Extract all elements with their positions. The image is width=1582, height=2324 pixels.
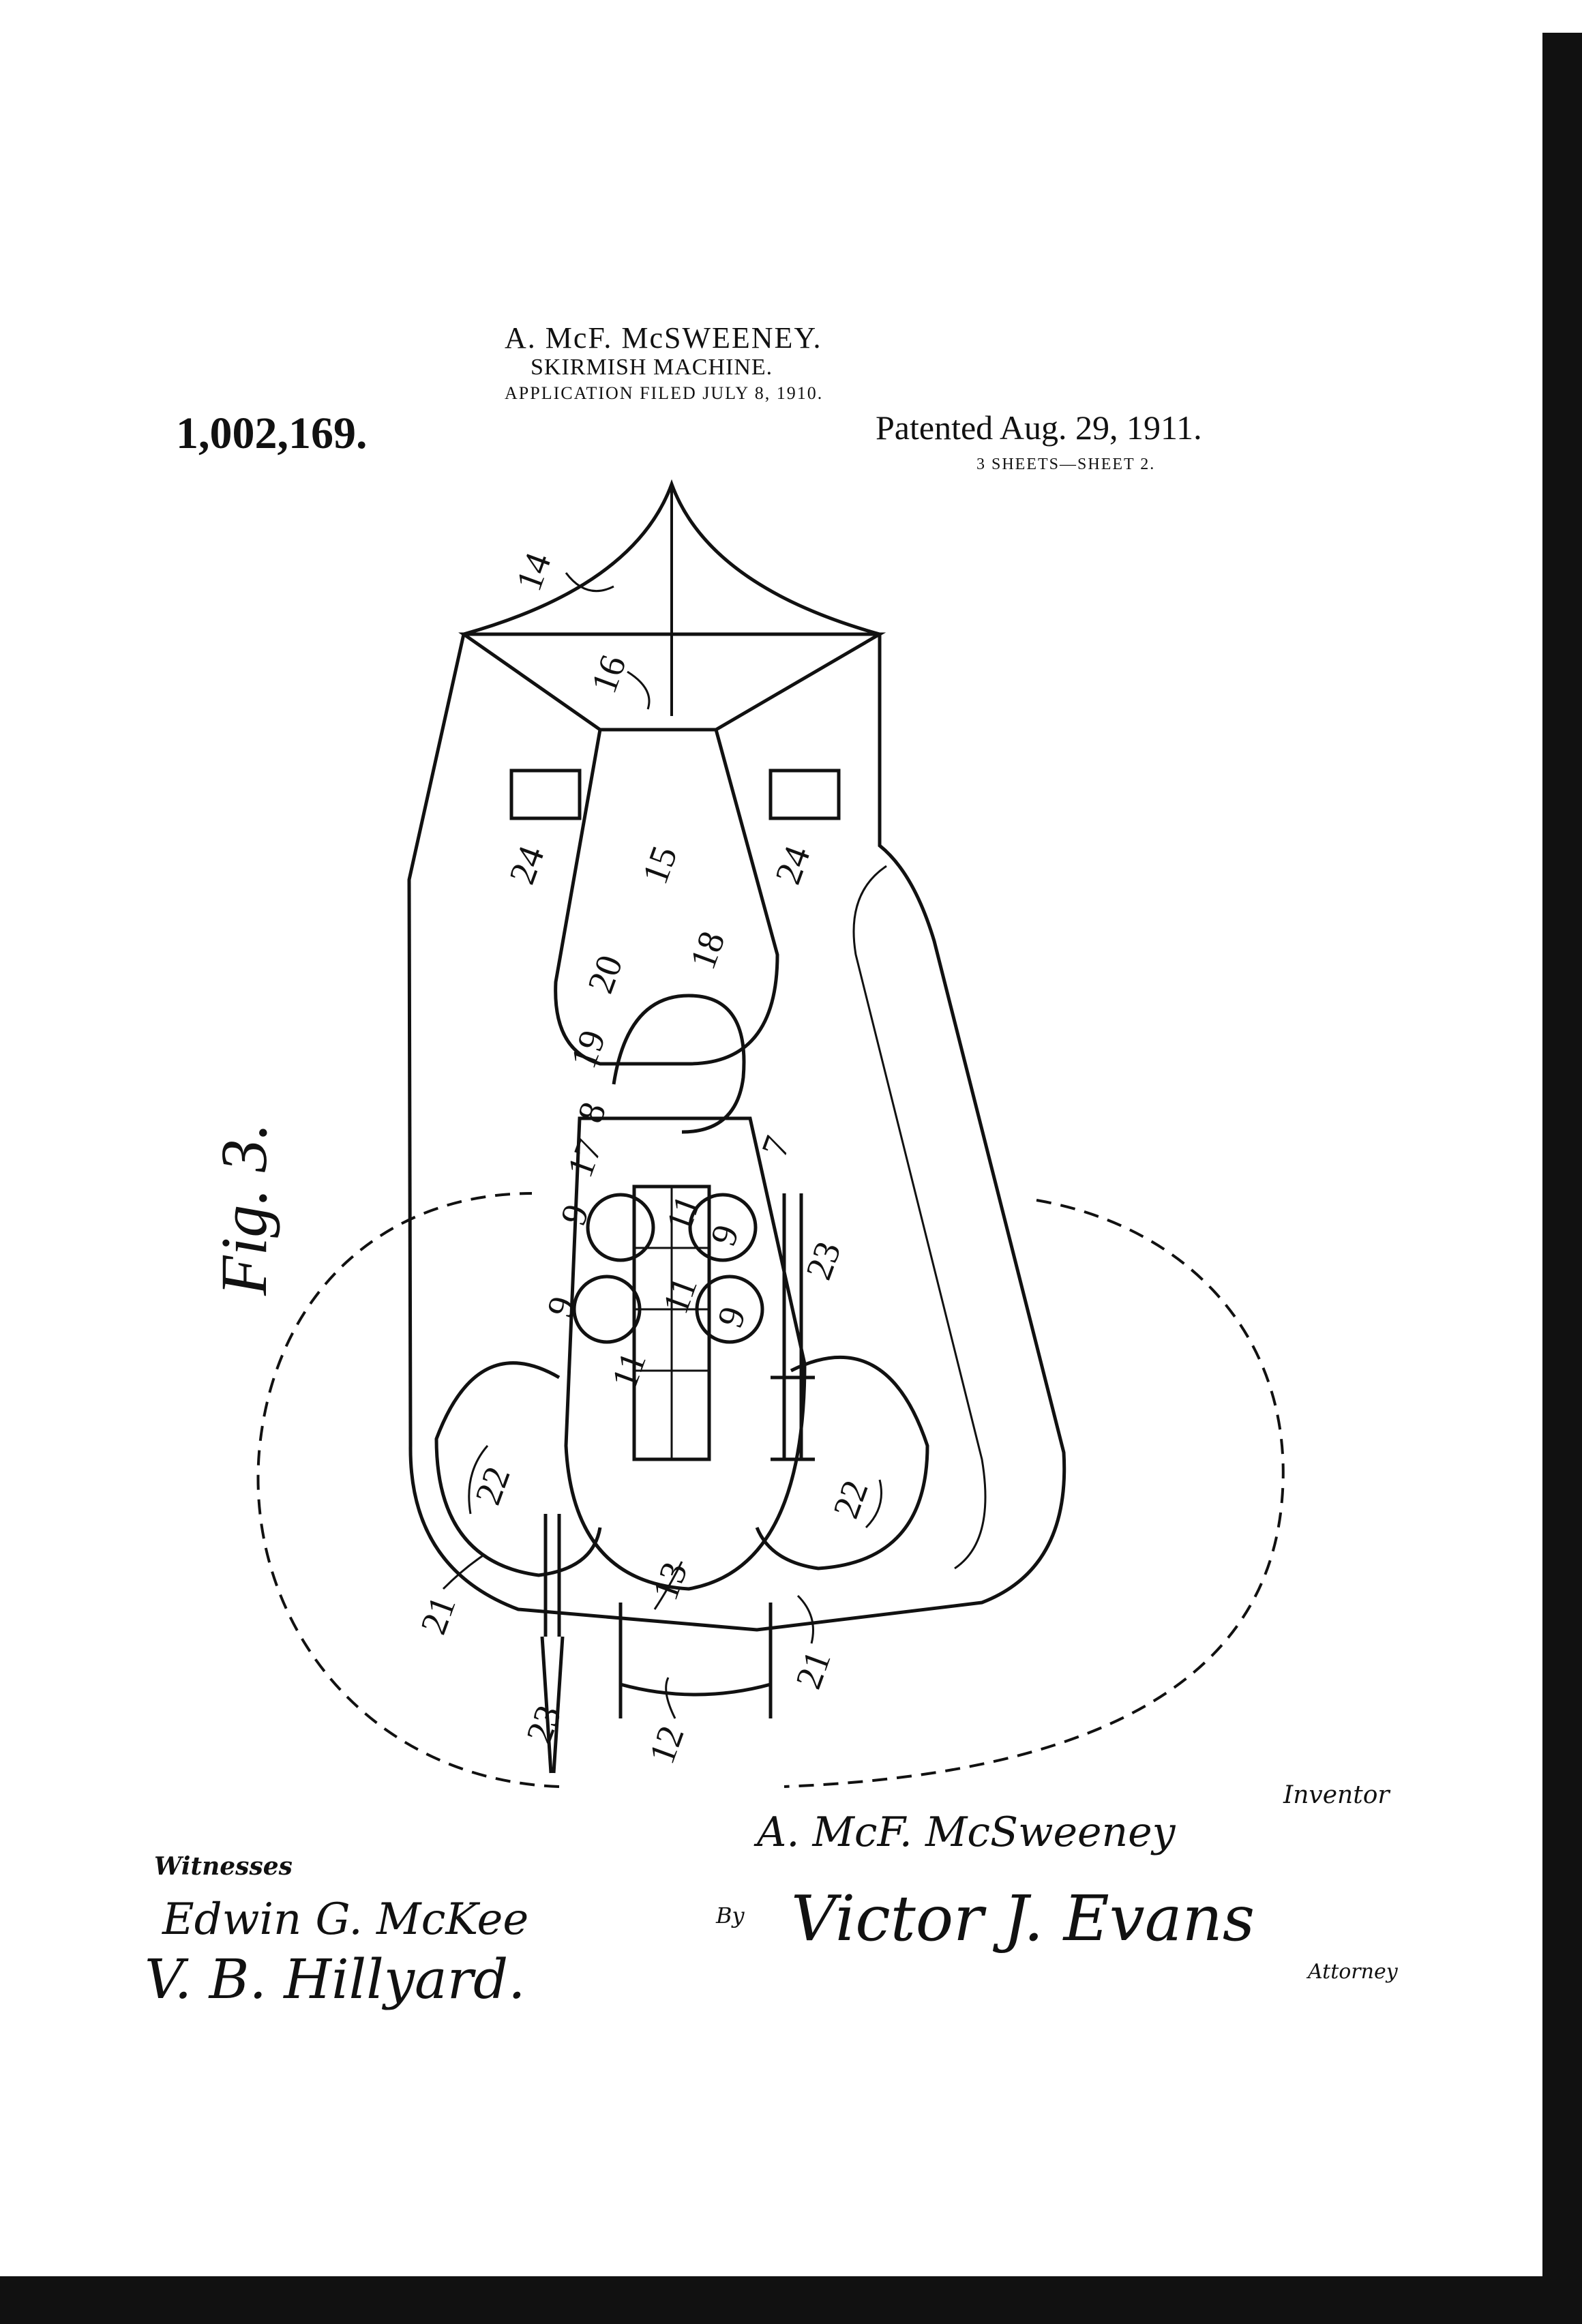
ref-20: 20 [579,949,631,999]
leader-21-right [798,1596,814,1643]
ref-23-right: 23 [797,1236,849,1285]
ref-17: 17 [558,1133,610,1183]
wheel-left-upper [588,1195,653,1260]
bracket-left [511,771,580,818]
ref-9-d: 9 [708,1301,754,1333]
ram-body [556,730,777,1064]
patent-number: 1,002,169. [176,408,368,458]
ref-19: 19 [562,1024,614,1074]
inventor-signature: A. McF. McSweeney [757,1808,1176,1856]
ref-8: 8 [569,1097,614,1129]
ref-11-c: 11 [657,1189,709,1238]
ref-24-right: 24 [766,840,818,890]
leader-21-left [443,1555,484,1589]
sheet-count: 3 SHEETS—SHEET 2. [976,456,1156,473]
leader-12 [666,1678,675,1718]
ref-14: 14 [507,547,559,597]
by-label: By [716,1903,745,1928]
outer-hull-inner-line [854,866,985,1568]
ref-11-b: 11 [603,1346,655,1395]
figure-label: Fig. 3. [207,1122,280,1296]
leader-16 [627,672,649,709]
ref-21-left: 21 [412,1590,464,1640]
ref-15: 15 [633,840,685,890]
ref-9-c: 9 [702,1219,747,1251]
inventor-name: A. McF. McSWEENEY. [505,321,822,355]
ref-22-left: 22 [466,1461,518,1510]
bracket-right [771,771,839,818]
witness-signature-1: Edwin G. McKee [162,1894,529,1945]
ref-9-a: 9 [552,1199,597,1231]
attorney-label: Attorney [1308,1960,1398,1984]
attorney-signature: Victor J. Evans [791,1882,1255,1955]
ref-21-right: 21 [787,1645,839,1695]
ref-24-left: 24 [501,840,552,890]
ref-11-a: 11 [654,1271,706,1320]
drum-left [436,1363,600,1575]
ref-22-right: 22 [824,1474,876,1524]
wheel-left-lower [574,1277,640,1342]
invention-title: SKIRMISH MACHINE. [531,355,773,380]
ref-16: 16 [582,649,634,699]
central-body [566,1118,805,1589]
ref-9-b: 9 [538,1291,584,1323]
ref-18: 18 [681,925,733,975]
ref-12: 12 [640,1720,692,1770]
ref-13: 13 [644,1556,696,1606]
application-filed: APPLICATION FILED JULY 8, 1910. [505,383,824,403]
witnesses-label: Witnesses [154,1852,293,1881]
patented-date: Patented Aug. 29, 1911. [876,408,1202,447]
witness-signature-2: V. B. Hillyard. [145,1948,526,2011]
ref-23-left: 23 [518,1699,569,1749]
ref-7: 7 [753,1131,799,1163]
inventor-label: Inventor [1283,1781,1390,1809]
